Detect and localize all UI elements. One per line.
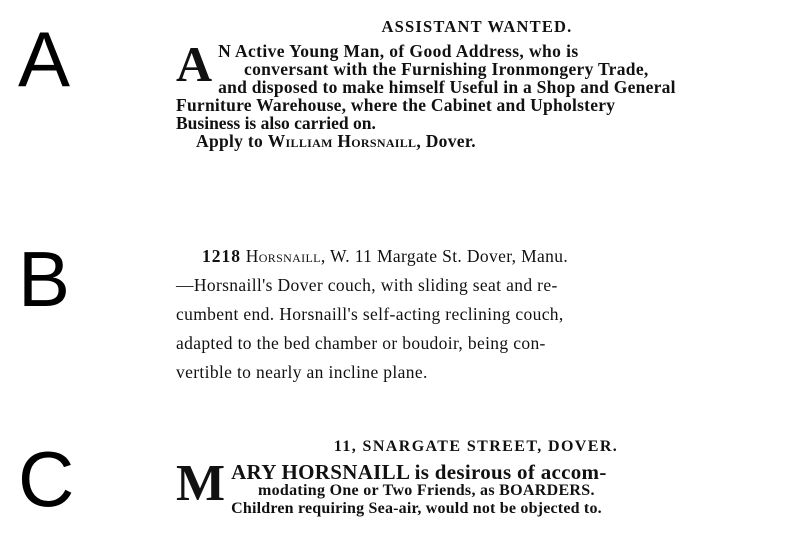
drop-cap: M [176,455,226,512]
advertisement-assistant-wanted [176,18,778,150]
advertisement-boarders [176,438,776,518]
entry-line: vertible to nearly an incline plane. [176,362,428,382]
body-line: N Active Young Man, of Good Address, who is [218,41,579,61]
entry-name: Horsnaill [245,246,321,266]
entry-number: 1218 [202,246,241,266]
apply-line [176,132,778,150]
advertisement-heading: 11, SNARGATE STREET, DOVER. [333,438,619,455]
body-line: Children requiring Sea-air, would not be objected to. [231,500,602,517]
drop-cap: A [176,36,213,92]
advertisement-body [176,36,778,133]
body-line: and disposed to make himself Useful in a Shop and General [218,77,676,97]
entry-line: adapted to the bed chamber or boudoir, being con- [176,333,546,353]
catalogue-entry-1218 [176,242,778,387]
entry-first-line [176,242,778,271]
body-line: modating One or Two Friends, as BOARDERS. [258,482,595,499]
panel-label-c: C [18,435,75,523]
entry-address: , W. 11 Margate St. Dover, Manu. [320,246,569,266]
body-line: Furniture Warehouse, where the Cabinet and Upholstery [176,95,616,115]
panel-label-b: B [18,235,71,323]
apply-name: William Horsnaill [267,131,417,151]
entry-line: —Horsnaill's Dover couch, with sliding seat and re- [176,275,558,295]
panel-label-a: A [18,15,71,103]
body-line: Business is also carried on. [176,113,376,133]
entry-line: cumbent end. Horsnaill's self-acting reclining couch, [176,304,564,324]
apply-prefix: Apply to [196,131,268,151]
advertisement-heading: ASSISTANT WANTED. [381,17,573,36]
body-line: conversant with the Furnishing Ironmongery Trade, [244,59,649,79]
apply-suffix: , Dover. [416,131,476,151]
body-line: ARY HORSNAILL is desirous of accom- [231,460,607,484]
